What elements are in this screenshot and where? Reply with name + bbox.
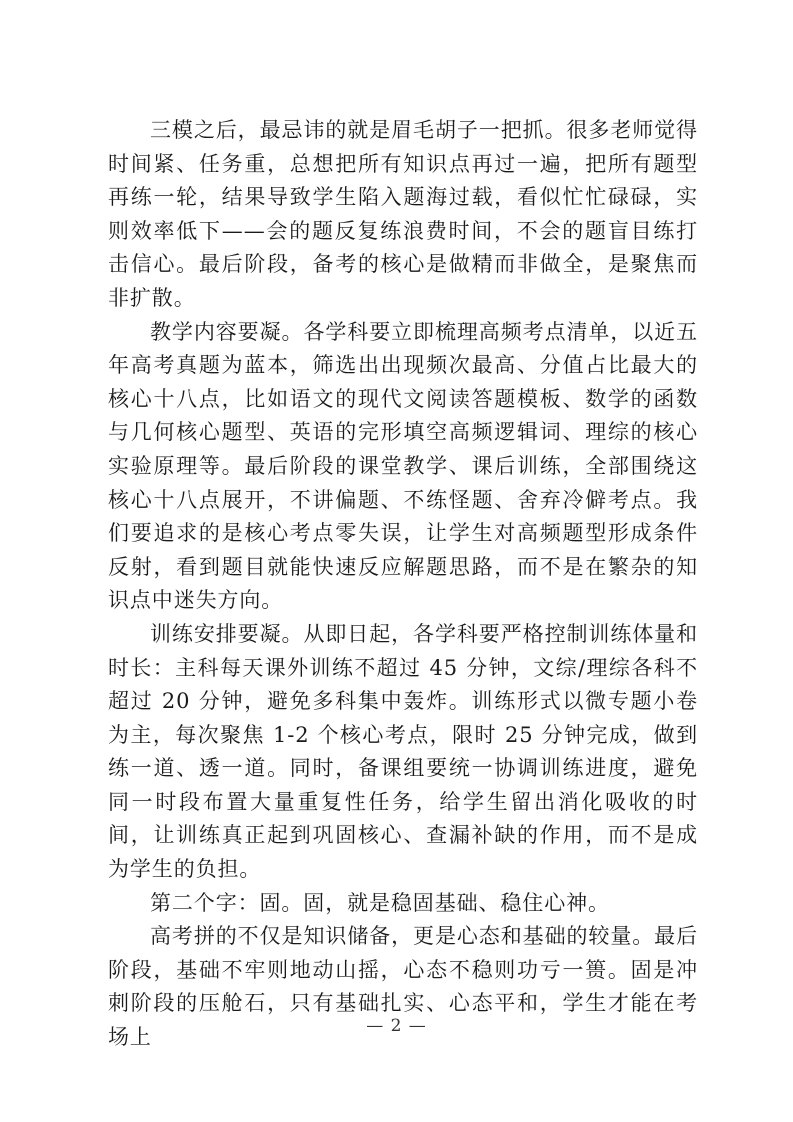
paragraph-second-character: 第二个字：固。固，就是稳固基础、稳住心神。 <box>150 890 610 915</box>
paragraph-training-arrangement: 训练安排要凝。从即日起，各学科要严格控制训练体量和时长：主科每天课外训练不超过 45 分钟，文综/理综各科不超过 20 分钟，避免多科集中轰炸。训练形式以微专题小卷为主，每次聚焦 1-2 个核心考点，限时 25 分钟完成，做到练一道、透一道。同时，备课组要统一协调训练进度，避免同一时段布置大量重复性任务，给学生留出消化吸收的时间，让训练真正起到巩固核心、查漏补缺的作用，而不是成为学生的负担。 <box>108 621 698 882</box>
paragraph-foundation-mindset: 高考拼的不仅是知识储备，更是心态和基础的较量。最后阶段，基础不牢则地动山摇，心态不稳则功亏一篑。固是冲刺阶段的压舱石，只有基础扎实、心态平和，学生才能在考场上 <box>108 924 698 1050</box>
document-body <box>108 114 698 1055</box>
paragraph-teaching-content: 教学内容要凝。各学科要立即梳理高频考点清单，以近五年高考真题为蓝本，筛选出出现频次最高、分值占比最大的核心十八点，比如语文的现代文阅读答题模板、数学的函数与几何核心题型、英语的完形填空高频逻辑词、理综的核心实验原理等。最后阶段的课堂教学、课后训练，全部围绕这核心十八点展开，不讲偏题、不练怪题、舍弃冷僻考点。我们要追求的是核心考点零失误，让学生对高频题型形成条件反射，看到题目就能快速反应解题思路，而不是在繁杂的知识点中迷失方向。 <box>108 319 698 613</box>
paragraph-intro: 三模之后，最忌讳的就是眉毛胡子一把抓。很多老师觉得时间紧、任务重，总想把所有知识点再过一遍，把所有题型再练一轮，结果导致学生陷入题海过载，看似忙忙碌碌，实则效率低下——会的题反复练浪费时间，不会的题盲目练打击信心。最后阶段，备考的核心是做精而非做全，是聚焦而非扩散。 <box>108 118 698 310</box>
page-number: — 2 — <box>366 1016 427 1036</box>
